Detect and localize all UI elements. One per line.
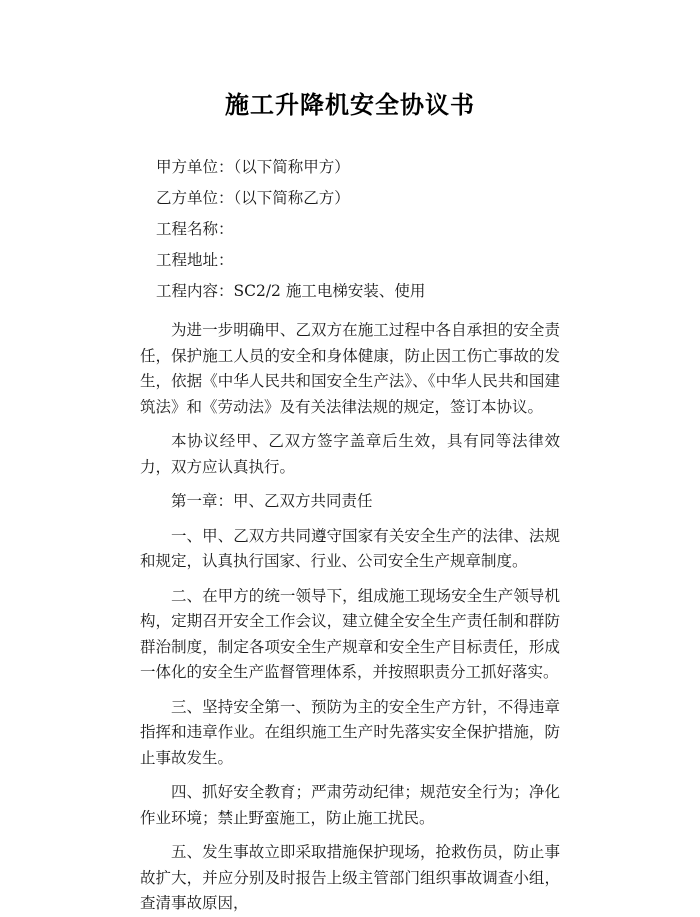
- page-title: 施工升降机安全协议书: [225, 91, 475, 119]
- clause-item-3: 三、坚持安全第一、预防为主的安全生产方针，不得违章指挥和违章作业。在组织施工生产时先落实安全保护措施，防止事故发生。: [140, 697, 560, 767]
- field-project-name: 工程名称：: [156, 220, 234, 238]
- field-party-a: 甲方单位：（以下简称甲方）: [156, 158, 350, 176]
- clause-item-1: 一、甲、乙双方共同遵守国家有关安全生产的法律、法规和规定，认真执行国家、行业、公司安全生产规章制度。: [140, 526, 560, 570]
- document-body: [140, 122, 560, 917]
- paragraph-preamble: 为进一步明确甲、乙双方在施工过程中各自承担的安全责任，保护施工人员的安全和身体健康，防止因工伤亡事故的发生，依据《中华人民共和国安全生产法》、《中华人民共和国建筑法》和《劳动法》及有关法律法规的规定，签订本协议。: [140, 321, 560, 416]
- clause-item-2: 二、在甲方的统一领导下，组成施工现场安全生产领导机构，定期召开安全工作会议，建立健全安全生产责任制和群防群治制度，制定各项安全生产规章和安全生产目标责任，形成一体化的安全生产监督管理体系，并按照职责分工抓好落实。: [140, 586, 560, 681]
- clause-item-5: 五、发生事故立即采取措施保护现场，抢救伤员，防止事故扩大，并应分别及时报告上级主管部门组织事故调查小组，查清事故原因，: [140, 843, 560, 912]
- paragraph-effect: 本协议经甲、乙双方签字盖章后生效，具有同等法律效力，双方应认真执行。: [140, 432, 560, 476]
- clause-item-4: 四、抓好安全教育；严肃劳动纪律；规范安全行为；净化作业环境；禁止野蛮施工，防止施工扰民。: [140, 783, 560, 827]
- field-party-b: 乙方单位：（以下简称乙方）: [156, 189, 350, 207]
- chapter-heading: 第一章：甲、乙双方共同责任: [171, 492, 373, 510]
- field-project-content: 工程内容：SC2/2 施工电梯安装、使用: [156, 282, 426, 300]
- field-project-address: 工程地址：: [156, 251, 234, 269]
